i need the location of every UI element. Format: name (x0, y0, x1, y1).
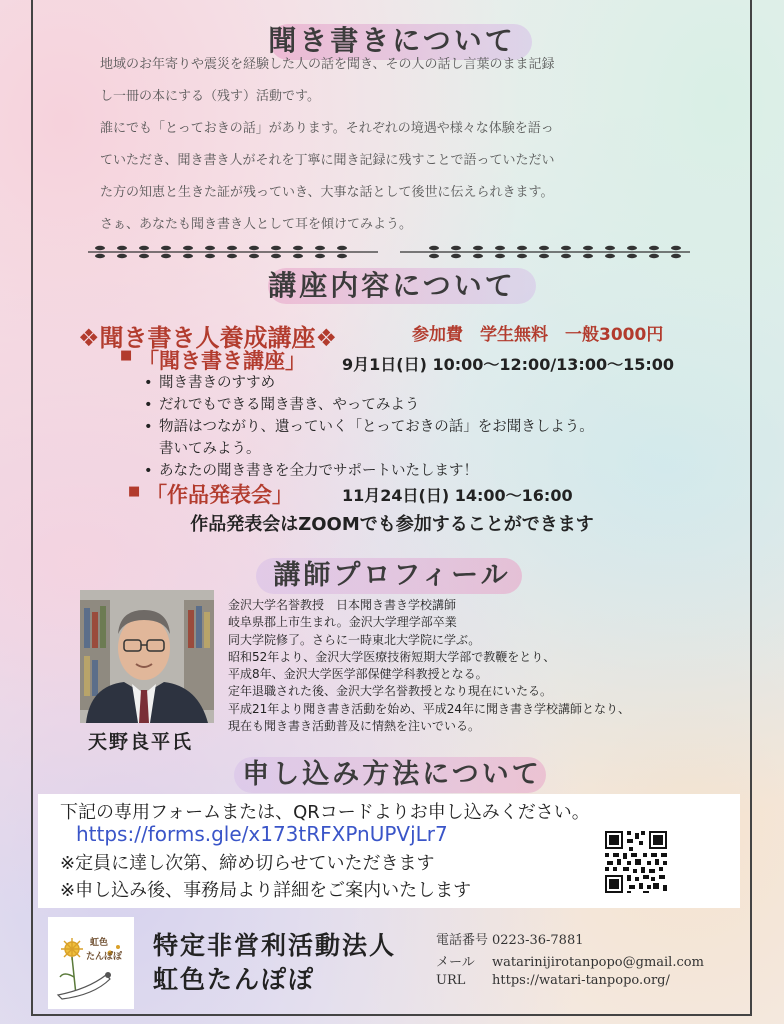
list-item: • 物語はつながり、遺っていく「とっておきの話」をお聞きしよう。 書いてみよう。 (142, 416, 594, 460)
form-link[interactable]: https://forms.gle/x173tRFXPnUPVjLr7 (76, 822, 448, 846)
vine-divider-right (400, 244, 690, 260)
course-name: ❖聞き書き人養成講座❖ (78, 324, 338, 352)
contact-url: URL https://watari-tanpopo.org/ (436, 973, 670, 988)
profile-line: 同大学院修了。さらに一時東北大学院に学ぶ。 (228, 632, 481, 647)
logo-text-1: 虹色 (90, 938, 109, 948)
contact-info (436, 929, 704, 991)
organization-name: 虹色たんぽぽ (153, 965, 316, 994)
profile-line: 定年退職された後、金沢大学名誉教授となり現在にいたる。 (228, 684, 553, 699)
organization-footer (38, 912, 740, 1012)
section-title-lecturer: 講師プロフィール (273, 560, 511, 591)
site-url[interactable]: https://watari-tanpopo.org/ (492, 973, 670, 988)
session1-marker: ■ (120, 348, 133, 363)
organization-type: 特定非営利活動法人 (153, 931, 397, 960)
profile-line: 平成8年、金沢大学医学部保健学科教授となる。 (228, 667, 488, 682)
list-item: • あなたの聞き書きを全力でサポートいたします！ (142, 460, 594, 482)
intro-paragraph-3: さぁ、あなたも聞き書き人として耳を傾けてみよう。 (100, 217, 413, 232)
session1-datetime: 9月1日(日) 10:00〜12:00/13:00〜15:00 (342, 355, 675, 374)
session1-topics (142, 372, 594, 482)
organization-logo (48, 917, 134, 1009)
apply-note-capacity: ※定員に達し次第、締め切らせていただきます (60, 853, 435, 874)
apply-instruction: 下記の専用フォームまたは、QRコードよりお申し込みください。 (60, 802, 590, 823)
contact-mail: メール watarinijirotanpopo@gmail.com (436, 955, 704, 970)
profile-line: 昭和52年より、金沢大学医療技術短期大学部で教鞭をとり、 (228, 649, 556, 664)
intro-paragraph-2: 誰にでも「とっておきの話」があります。それぞれの境遇や様々な体験を語っ ていただき、聞き書き人がそれを丁寧に聞き記録に残すことで語っていただい た方の知恵と生きた証が残っていき、大事な話として後世に伝えられきます。 (100, 121, 555, 200)
mail-address[interactable]: watarinijirotanpopo@gmail.com (492, 955, 704, 970)
list-item: • 聞き書きのすすめ (142, 372, 594, 394)
session2-title: 「作品発表会」 (146, 483, 293, 507)
profile-line: 平成21年より聞き書き活動を始め、平成24年に聞き書き学校講師となり、 (228, 701, 631, 716)
profile-line: 金沢大学名誉教授 日本聞き書き学校講師 (228, 598, 457, 612)
section-title-apply: 申し込み方法について (242, 759, 542, 790)
lecturer-profile (228, 597, 630, 735)
section-title-kikigaki: 聞き書きについて (268, 24, 516, 57)
qr-code[interactable] (603, 829, 669, 895)
contact-phone: 電話番号 0223-36-7881 (436, 933, 584, 948)
section-title-course: 講座内容について (268, 269, 516, 302)
profile-line: 岐阜県郡上市生まれ。金沢大学理学部卒業 (228, 615, 457, 630)
session2-datetime: 11月24日(日) 14:00〜16:00 (342, 486, 573, 505)
lecturer-name: 天野良平氏 (88, 731, 194, 753)
logo-text-2: たんぽぽ (86, 952, 123, 962)
apply-note-details: ※申し込み後、事務局より詳細をご案内いたします (60, 880, 472, 901)
zoom-note: 作品発表会はZOOMでも参加することができます (190, 514, 594, 535)
session1-title: 「聞き書き講座」 (138, 349, 306, 373)
vine-divider-left (88, 244, 378, 260)
intro-paragraph-1: 地域のお年寄りや震災を経験した人の話を聞き、その人の話し言葉のまま記録 し一冊の本にする（残す）活動です。 (100, 57, 555, 104)
session2-marker: ■ (128, 484, 141, 499)
course-fee: 参加費 学生無料 一般3000円 (412, 325, 664, 345)
list-item: • だれでもできる聞き書き、やってみよう (142, 394, 594, 416)
lecturer-photo (80, 590, 214, 723)
profile-line: 現在も聞き書き活動普及に情熱を注いでいる。 (228, 719, 481, 734)
